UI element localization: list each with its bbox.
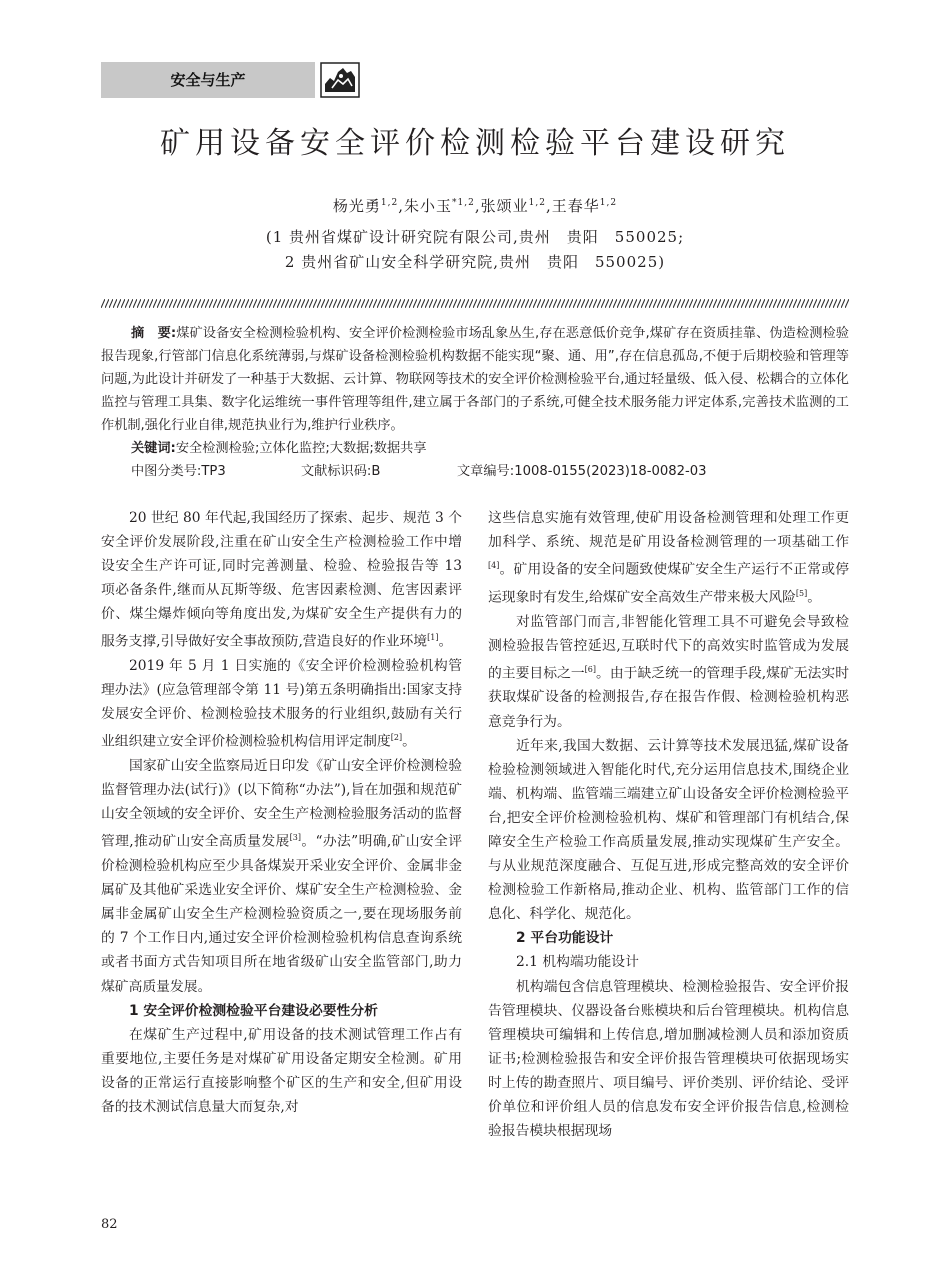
mining-section-logo-icon xyxy=(320,62,360,98)
paragraph: 在煤矿生产过程中,矿用设备的技术测试管理工作占有重要地位,主要任务是对煤矿矿用设备定期安全检测。矿用设备的正常运行直接影响整个矿区的生产和安全,但矿用设备的技术测试信息量大而复杂,对 xyxy=(101,1026,462,1116)
author-name: 朱小玉 xyxy=(404,197,453,215)
author-affiliation-mark: 1,2 xyxy=(528,198,546,208)
citation: [1] xyxy=(427,633,439,643)
author-list: 杨光勇$^{1,2}$,朱小玉$^{*1,2}$,张颂业$^{1,2}$,王春华$^{1,2}$ xyxy=(332,197,618,215)
section-label: 安全与生产 xyxy=(170,71,246,89)
clc-number: 中图分类号:TP3 xyxy=(131,464,226,479)
paragraph: 近年来,我国大数据、云计算等技术发展迅猛,煤矿设备检验检测领域进入智能化时代,充分运用信息技术,围绕企业端、机构端、监管端三端建立矿山设备安全评价检测检验平台,把安全评价检测检验机构、煤矿和管理部门有机结合,保障安全生产检验工作高质量发展,推动实现煤矿生产安全。与从业规范深度融合、互促互进,形成完整高效的安全评价检测检验工作新格局,推动企业、机构、监管部门工作的信息化、科学化、规范化。 xyxy=(488,737,849,923)
keywords-text: 安全检测检验;立体化监控;大数据;数据共享 xyxy=(175,441,427,456)
paragraph: 2019 年 5 月 1 日实施的《安全评价检测检验机构管理办法》(应急管理部令第 11 号)第五条明确指出:国家支持发展安全评价、检测检验技术服务的行业组织,鼓励有关行业组织建立安全评价检测检验机构信用评定制度[2]。 xyxy=(101,658,462,751)
affiliation-line-1: (1 贵州省煤矿设计研究院有限公司,贵州 贵阳 550025; xyxy=(265,228,685,246)
citation: [5] xyxy=(795,588,808,598)
author-name: 张颂业 xyxy=(480,197,529,215)
article-number: 文章编号:1008-0155(2023)18-0082-03 xyxy=(457,464,707,479)
body-right-column xyxy=(488,506,849,1143)
keywords-label: 关键词: xyxy=(131,441,176,456)
citation: [4] xyxy=(488,561,500,571)
body-left-column xyxy=(101,506,462,1119)
section-heading: 2 平台功能设计 xyxy=(516,930,614,947)
citation: [3] xyxy=(289,833,301,843)
paragraph: 这些信息实施有效管理,使矿用设备检测管理和处理工作更加科学、系统、规范是矿用设备检测管理的一项基础工作[4]。矿用设备的安全问题致使煤矿安全生产运行不正常或停运现象时有发生,给煤矿安全高效生产带来极大风险[5]。 xyxy=(488,510,849,606)
citation: [6] xyxy=(584,664,597,674)
author-name: 杨光勇 xyxy=(332,197,381,215)
abstract-block xyxy=(101,322,849,437)
section-heading: 1 安全评价检测检验平台建设必要性分析 xyxy=(129,1002,378,1019)
author-name: 王春华 xyxy=(551,197,600,215)
abstract-label: 摘 要: xyxy=(131,326,177,341)
author-affiliation-mark: *1,2 xyxy=(452,198,475,208)
author-affiliation-mark: 1,2 xyxy=(380,198,399,208)
keywords-line xyxy=(131,437,427,460)
citation: [2] xyxy=(390,733,403,743)
abstract-text: 煤矿设备安全检测检验机构、安全评价检测检验市场乱象丛生,存在恶意低价竞争,煤矿存在资质挂靠、伪造检测检验报告现象,行管部门信息化系统薄弱,与煤矿设备检测检验机构数据不能实现“聚、通、用”,存在信息孤岛,不便于后期校验和管理等问题,为此设计并研发了一种基于大数据、云计算、物联网等技术的安全评价检测检验平台,通过轻量级、低入侵、松耦合的立体化监控与管理工具集、数字化运维统一事件管理等组件,建立属于各部门的子系统,可健全技术服务能力评定体系,完善技术监测的工作机制,强化行业自律,规范执业行为,维护行业秩序。 xyxy=(101,326,849,433)
paragraph: 20 世纪 80 年代起,我国经历了探索、起步、规范 3 个安全评价发展阶段,注重在矿山安全生产检测检验工作中增设安全生产许可证,同时完善测量、检验、检验报告等 13 项必备条件,继而从瓦斯等级、危害因素检测、危害因素评价、煤尘爆炸倾向等角度出发,为煤矿安全生产提供有力的服务支撑,引导做好安全事故预防,营造良好的作业环境[1]。 xyxy=(101,510,462,651)
page-number: 82 xyxy=(101,1217,118,1232)
author-affiliation-mark: 1,2 xyxy=(599,198,618,208)
paragraph: 对监管部门而言,非智能化管理工具不可避免会导致检测检验报告管控延迟,互联时代下的高效实时监管成为发展的主要目标之一[6]。由于缺乏统一的管理手段,煤矿无法实时获取煤矿设备的检测报告,存在报告作假、检测检验机构恶意竞争行为。 xyxy=(488,613,849,730)
hatched-divider xyxy=(101,293,849,302)
paper-title: 矿用设备安全评价检测检验平台建设研究 xyxy=(160,126,790,161)
affiliation-line-2: 2 贵州省矿山安全科学研究院,贵州 贵阳 550025) xyxy=(284,253,666,271)
document-code: 文献标识码:B xyxy=(301,464,381,479)
paragraph: 机构端包含信息管理模块、检测检验报告、安全评价报告管理模块、仪器设备台账模块和后台管理模块。机构信息管理模块可编辑和上传信息,增加删减检测人员和添加资质证书;检测检验报告和安全评价报告管理模块可依据现场实时上传的勘查照片、项目编号、评价类别、评价结论、受评价单位和评价组人员的信息发布安全评价报告信息,检测检验报告模块根据现场 xyxy=(488,978,849,1140)
paragraph: 国家矿山安全监察局近日印发《矿山安全评价检测检验监督管理办法(试行)》(以下简称“办法”),旨在加强和规范矿山安全领域的安全评价、安全生产检测检验服务活动的监督管理,推动矿山安全高质量发展[3]。“办法”明确,矿山安全评价检测检验机构应至少具备煤炭开采业安全评价、金属非金属矿及其他矿采选业安全评价、煤矿安全生产检测检验、金属非金属矿山安全生产检测检验资质之一,要在现场服务前的 7 个工作日内,通过安全评价检测检验机构信息查询系统或者书面方式告知项目所在地省级矿山安全监管部门,助力煤矿高质量发展。 xyxy=(101,758,462,995)
subsection-heading: 2.1 机构端功能设计 xyxy=(516,954,639,971)
